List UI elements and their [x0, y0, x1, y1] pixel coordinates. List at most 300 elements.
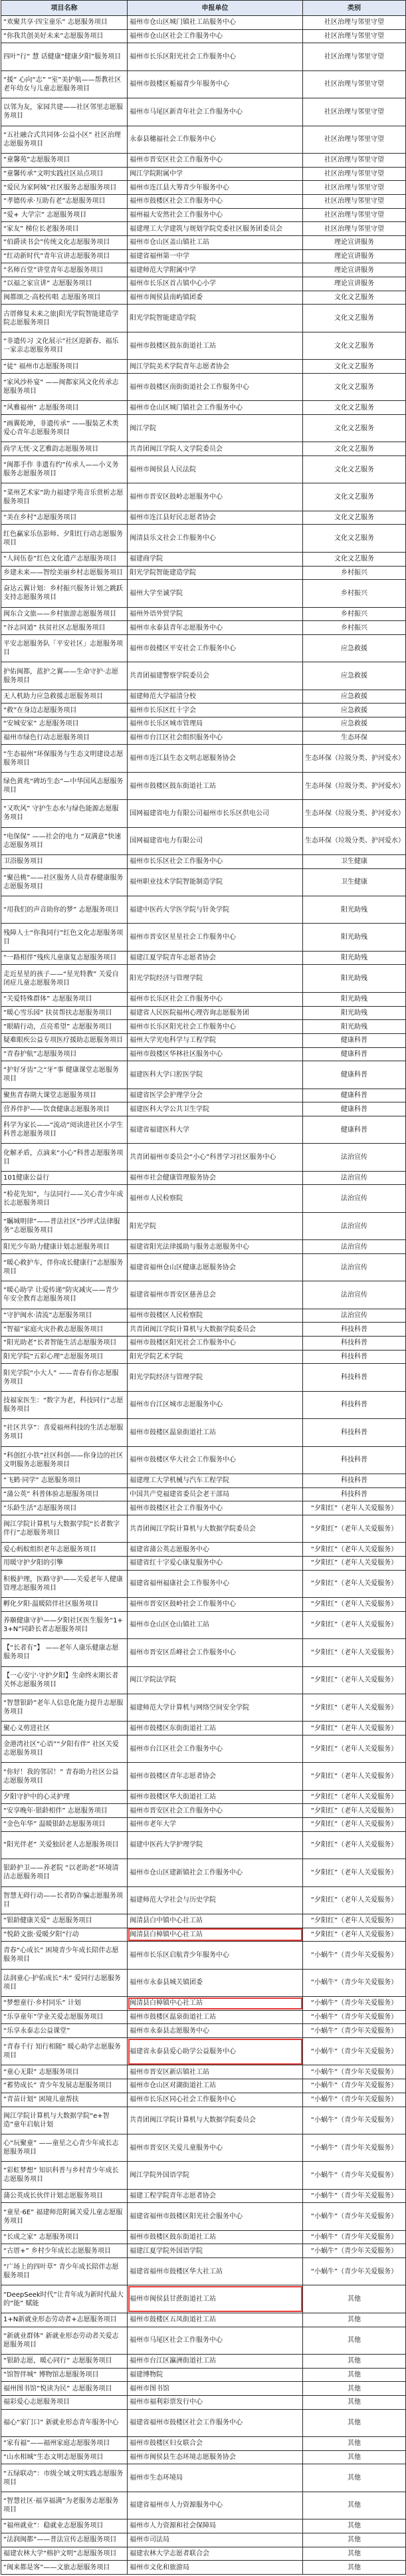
table-row [1, 1914, 406, 1928]
applicant-unit-cell: 福州市长乐区社会工作服务中心 [128, 992, 303, 1006]
category-cell: 社区治理与邻里守望 [303, 29, 406, 43]
table-row [1, 2519, 406, 2533]
applicant-unit-cell: 共青团福建警察学院委员会 [128, 662, 303, 690]
table-row [1, 2409, 406, 2436]
project-name-cell: 乡建未来——智绘美丽乡村志愿服务项目 [1, 566, 128, 580]
table-row [1, 2093, 406, 2107]
table-row [1, 2189, 406, 2203]
project-name-cell: “童馨传承”文明实践社区站点项目 [1, 167, 128, 181]
table-row [1, 2107, 406, 2134]
project-name-cell: 疑难眼疾公益专项医疗援助志愿服务项目 [1, 1033, 128, 1047]
project-name-cell: 护佑闽都，蓝护之翼——生命守护·志愿服务项目 [1, 662, 128, 690]
project-name-cell: “蓄势成长” 青少年发展志愿服务项目 [1, 2079, 128, 2093]
table-row [1, 1611, 406, 1638]
project-name-cell: “安享晚年·银龄相伴” 志愿服务项目 [1, 1804, 128, 1818]
applicant-unit-cell: 福州市长乐区阳光社会工作服务中心 [128, 1020, 303, 1034]
table-row [1, 731, 406, 745]
table-row [1, 965, 406, 992]
project-name-cell: “闽都手作 非遗有约”传承人——小义务服务志愿服务项目 [1, 456, 128, 483]
applicant-unit-cell: 福州市鼓楼区华林社区服务中心 [128, 1047, 303, 1061]
applicant-unit-cell: 闽江学院外国语学院 [128, 2162, 303, 2189]
category-cell: 法治宣传 [303, 1309, 406, 1323]
applicant-unit-cell: 福州市鼓楼区鼓东街道社工站 [128, 772, 303, 799]
applicant-unit-cell: 福建理工大学建筑与规划学院党委社区服务团委员会 [128, 222, 303, 236]
category-cell: 其他 [303, 2547, 406, 2561]
table-row [1, 305, 406, 332]
project-name-cell: 古厝修复未来之旅|阳光学院智能建造学院志愿服务项目 [1, 305, 128, 332]
project-name-cell: “人间伍卷”红色文化遗产志愿服务项目 [1, 552, 128, 566]
project-name-cell: “检花先知”，与法同行——关心青少年成长志愿服务项目 [1, 1185, 128, 1212]
category-cell: 科技科普 [303, 1419, 406, 1446]
category-cell: “小蜗牛”（青少年关爱服务） [303, 1997, 406, 2011]
table-row [1, 208, 406, 222]
applicant-unit-cell: 福州市台江区瀛洲街道社工站 [128, 2354, 303, 2368]
applicant-unit-cell: 福建省福建医科大学 [128, 1116, 303, 1144]
applicant-unit-cell: 福建省福州第一中学 [128, 249, 303, 263]
table-row [1, 1323, 406, 1337]
project-name-cell: 1+N新就业形态劳动者+志愿服务项目 [1, 2313, 128, 2327]
table-row [1, 360, 406, 374]
applicant-unit-cell: 福建中医药大学医学院与针灸学院 [128, 896, 303, 924]
category-cell: 社区治理与邻里守望 [303, 43, 406, 70]
table-row [1, 951, 406, 965]
table-row [1, 2492, 406, 2519]
table-row [1, 2327, 406, 2354]
project-name-cell: “悦龄文旅·爱暖夕阳”行动 [1, 1928, 128, 1942]
project-name-cell: 奋达云翼计划：乡村振兴服务计划之跳跃支持志愿服务项目 [1, 580, 128, 607]
category-cell: “小蜗牛”（青少年关爱服务） [303, 2258, 406, 2285]
applicant-unit-cell: 福州市司法局 [128, 2533, 303, 2547]
category-cell: 理论宣讲服务 [303, 263, 406, 277]
project-name-cell: “智福”家庭火灾扑救志愿服务项目 [1, 1323, 128, 1337]
project-table [1, 0, 406, 2575]
applicant-unit-cell: 闽江学院美术学院青年志愿者协会 [128, 360, 303, 374]
category-cell: “夕阳红”（老年人关爱服务） [303, 1722, 406, 1736]
applicant-unit-cell: 福州市鼓楼区温泉街道社工站 [128, 1419, 303, 1446]
category-cell: “小蜗牛”（青少年关爱服务） [303, 2065, 406, 2079]
table-row [1, 511, 406, 525]
project-name-cell: 孵化夕阳·温暖陪伴社区服务项目 [1, 1598, 128, 1612]
applicant-unit-cell: 阳光学院经济与管理学院 [128, 965, 303, 992]
project-name-cell: “欢聚共享·四宝童乐” 志愿服务项目 [1, 16, 128, 30]
category-cell: “小蜗牛”（青少年关爱服务） [303, 2093, 406, 2107]
applicant-unit-cell: 共青团闽江学院计算机与大数据学院委员会 [128, 1515, 303, 1542]
category-cell: 乡村振兴 [303, 566, 406, 580]
project-name-cell: “五社融合式共同体·公益小区” 社区治理志愿服务项目 [1, 126, 128, 153]
table-row [1, 291, 406, 305]
applicant-unit-cell: 共青团闽江学院计算机与大数据学院委员会 [128, 1323, 303, 1337]
project-name-cell: 101健康公益行 [1, 1171, 128, 1185]
table-row [1, 2024, 406, 2038]
table-row [1, 552, 406, 566]
table-row [1, 332, 406, 359]
project-name-cell: “阳光助老”长者智能生活志愿服务项目 [1, 1337, 128, 1351]
table-row [1, 2313, 406, 2327]
category-cell: 健康科普 [303, 1116, 406, 1144]
applicant-unit-cell: 福建省蒲公英志愿服务中心 [128, 1543, 303, 1557]
project-name-cell: “风雅福州” 志愿服务项目 [1, 401, 128, 415]
project-name-cell: 闽江学院计算机与大数据学院“长者数字伴行”志愿服务项目 [1, 1515, 128, 1542]
table-row [1, 1666, 406, 1694]
project-name-cell: “一路相伴”残疾儿童康复志愿服务项目 [1, 951, 128, 965]
category-cell: 其他 [303, 2437, 406, 2451]
category-cell: 生态环保（垃圾分类、护河爱水） [303, 800, 406, 827]
category-cell: “小蜗牛”（青少年关爱服务） [303, 2107, 406, 2134]
category-cell: 健康科普 [303, 1033, 406, 1047]
table-row [1, 167, 406, 181]
category-cell: 社区治理与邻里守望 [303, 16, 406, 30]
project-name-cell: “五绿联动”：市级全域文明实践志愿服务项目 [1, 2464, 128, 2492]
project-name-cell: “社区共享”：喜爱福州科技的生活志愿服务项目 [1, 1419, 128, 1446]
project-name-cell: 平安志愿服务队「平安社区」志愿服务项目 [1, 634, 128, 662]
applicant-unit-cell: 福州市鼓楼区温泉街道社工站 [128, 2010, 303, 2024]
category-cell: 阳光助残 [303, 992, 406, 1006]
category-cell: 文化文艺服务 [303, 360, 406, 374]
table-row [1, 442, 406, 456]
applicant-unit-cell: 福建师范大学福清分校 [128, 690, 303, 704]
table-row [1, 2547, 406, 2561]
category-cell: “夕阳红”（老年人关爱服务） [303, 1515, 406, 1542]
table-row [1, 2065, 406, 2079]
applicant-unit-cell: 阳光学院智能建造学院 [128, 566, 303, 580]
applicant-unit-cell: 福州市晋安区鼓岭志愿服务中心 [128, 483, 303, 511]
category-cell: 阳光助残 [303, 896, 406, 924]
project-name-cell: “梦想童行·乡村同乐” 计划 [1, 1997, 128, 2011]
category-cell: 文化文艺服务 [303, 483, 406, 511]
table-row [1, 1763, 406, 1790]
table-row [1, 43, 406, 70]
category-cell: 应急救援 [303, 717, 406, 731]
table-row [1, 1790, 406, 1804]
project-name-cell: “家友” 梯位长老服务项目 [1, 222, 128, 236]
category-cell: 文化文艺服务 [303, 373, 406, 400]
project-name-cell: “青春护航”志愿服务项目 [1, 1047, 128, 1061]
project-name-cell: 闽东合文旅——乡村旅游志愿服务项目 [1, 607, 128, 621]
category-cell: 其他 [303, 2354, 406, 2368]
applicant-unit-cell: 闽江学院附属中学 [128, 167, 303, 181]
category-cell: 阳光助残 [303, 965, 406, 992]
category-cell: 文化文艺服务 [303, 511, 406, 525]
category-cell: 理论宣讲服务 [303, 236, 406, 250]
category-cell: “夕阳红”（老年人关爱服务） [303, 1831, 406, 1859]
category-cell: 其他 [303, 2368, 406, 2382]
category-cell: 其他 [303, 2382, 406, 2396]
applicant-unit-cell: 福建农林大学志愿者联合会 [128, 2547, 303, 2561]
table-row [1, 2134, 406, 2161]
project-name-cell: 无人机助力应急救援志愿服务项目 [1, 690, 128, 704]
category-cell: “夕阳红”（老年人关爱服务） [303, 1735, 406, 1762]
category-cell: “夕阳红”（老年人关爱服务） [303, 1790, 406, 1804]
applicant-unit-cell: 福州市晋安区鼓岭社会工作服务中心 [128, 1598, 303, 1612]
applicant-unit-cell: 福州市连江县大筹青少年服务中心 [128, 181, 303, 195]
applicant-unit-cell: 福州市永泰县志愿服务中心 [128, 2024, 303, 2038]
applicant-unit-cell: 福州市鼓楼区青年志愿者协会 [128, 1763, 303, 1790]
applicant-unit-cell: 闽清县白樟镇中心社工站 [128, 1997, 303, 2011]
table-row [1, 1997, 406, 2011]
project-name-cell: “银龄健康关爱” 志愿服务项目 [1, 1914, 128, 1928]
project-name-cell: “科创红小铁”社区科创——你身边的社区文明服务志愿服务项目 [1, 1446, 128, 1474]
project-name-cell: 绿色黄兆“碑坊生态”—中华国风志愿服务项目 [1, 772, 128, 799]
applicant-unit-cell: 福州市长乐区启航青少年服务中心 [128, 1942, 303, 1969]
applicant-unit-cell: 福州市人力资源和社会保障局 [128, 2519, 303, 2533]
category-cell: 文化文艺服务 [303, 552, 406, 566]
category-cell: “夕阳红”（老年人关爱服务） [303, 1763, 406, 1790]
project-name-cell: “家风沙朴宴” ——闽都家风文化传承志愿服务项目 [1, 373, 128, 400]
category-cell: “夕阳红”（老年人关爱服务） [303, 1928, 406, 1942]
table-row [1, 483, 406, 511]
project-name-cell: “红动新时代”青年宣讲志愿服务项目 [1, 249, 128, 263]
table-row [1, 1543, 406, 1557]
category-cell: 文化文艺服务 [303, 456, 406, 483]
applicant-unit-cell: 福州市长乐区首占镇中心小学 [128, 277, 303, 291]
applicant-unit-cell: 福州市闽侯县人民法院 [128, 456, 303, 483]
project-name-cell: “援” 心向“志” “室”美护航——帮教社区老年幼女与儿童志愿服务项目 [1, 70, 128, 98]
table-row [1, 1487, 406, 1501]
applicant-unit-cell: 福州市鼓楼区华大社会工作服务中心 [128, 1446, 303, 1474]
table-row [1, 1185, 406, 1212]
applicant-unit-cell: 福州市台江区城市志愿服务中心 [128, 1391, 303, 1418]
applicant-unit-cell: 阳光学院经济与管理学院 [128, 1364, 303, 1391]
category-cell: “小蜗牛”（青少年关爱服务） [303, 2079, 406, 2093]
applicant-unit-cell: 福州市鼓楼区阳光社会工作服务中心 [128, 1337, 303, 1351]
category-cell: 乡村振兴 [303, 607, 406, 621]
category-cell: 文化文艺服务 [303, 442, 406, 456]
header-applicant-unit: 申报单位 [128, 1, 303, 16]
category-cell: 法治宣传 [303, 1240, 406, 1254]
category-cell: 乡村振兴 [303, 621, 406, 635]
category-cell: 应急救援 [303, 704, 406, 717]
project-name-cell: “安城安家” 志愿服务项目 [1, 717, 128, 731]
table-row [1, 1557, 406, 1571]
project-name-cell: “青苗计划” 困境儿童帮扶 [1, 2093, 128, 2107]
category-cell: 其他 [303, 2395, 406, 2409]
table-row [1, 800, 406, 827]
project-name-cell: “闽来都是客”——文旅志愿服务项目 [1, 2561, 128, 2575]
category-cell: 法治宣传 [303, 1253, 406, 1281]
category-cell: “小蜗牛”（青少年关爱服务） [303, 2024, 406, 2038]
project-name-cell: “菜州艺术家”助力福建学苑音乐赏析志愿服务项目 [1, 483, 128, 511]
applicant-unit-cell: 福建医科大学口腔医学院 [128, 1061, 303, 1089]
table-row [1, 2450, 406, 2464]
applicant-unit-cell: 福州市鼓楼区社会工作服务中心 [128, 1501, 303, 1515]
project-name-cell: 蒲公英成长伙伴计划志愿服务项目 [1, 2189, 128, 2203]
category-cell: “小蜗牛”（青少年关爱服务） [303, 2134, 406, 2161]
category-cell: 应急救援 [303, 690, 406, 704]
category-cell: “小蜗牛”（青少年关爱服务） [303, 2230, 406, 2244]
project-name-cell: “法润闽都”——普法宣传志愿服务项目 [1, 2533, 128, 2547]
table-row [1, 194, 406, 208]
project-name-cell: 化解矛盾，点滴来“小心”科普志愿服务项目 [1, 1144, 128, 1171]
category-cell: 其他 [303, 2285, 406, 2313]
project-name-cell: 闽都颂之·高校传唱 志愿服务项目 [1, 291, 128, 305]
project-name-cell: “你我共创美好未来”志愿服务项目 [1, 29, 128, 43]
table-row [1, 1501, 406, 1515]
table-row [1, 992, 406, 1006]
project-name-cell: 卫浴服务项目 [1, 854, 128, 868]
project-name-cell: 法润童心·护佑成长“未” 爱同行志愿服务项目 [1, 1969, 128, 1996]
applicant-unit-cell: 阳光学院智能建造学院 [128, 305, 303, 332]
project-name-cell: 尚学无忧·文艺雅韵志愿服务项目 [1, 442, 128, 456]
table-row [1, 236, 406, 250]
project-name-cell: 金港湾社区“心语”“夕阳有伴” 社区关爱志愿服务项目 [1, 1735, 128, 1762]
category-cell: “夕阳红”（老年人关爱服务） [303, 1666, 406, 1694]
table-row [1, 1020, 406, 1034]
applicant-unit-cell: 福州市鼓楼区东街街道社工站 [128, 1722, 303, 1736]
table-row [1, 1309, 406, 1323]
applicant-unit-cell: 福建医科大学公共卫生学院 [128, 1102, 303, 1116]
table-row [1, 1047, 406, 1061]
applicant-unit-cell: 福建省福州市人力资源服务中心 [128, 2492, 303, 2519]
table-row [1, 1337, 406, 1351]
table-body [1, 16, 406, 2575]
table-row [1, 401, 406, 415]
category-cell: 生态环保（垃圾分类、护河爱水） [303, 772, 406, 799]
table-row [1, 2533, 406, 2547]
applicant-unit-cell: 共青团闽江学院计算机与大数据学院委员会 [128, 2107, 303, 2134]
table-row [1, 1116, 406, 1144]
project-name-cell: “非遗传习 文化展示”社区迎新春、福乐一家亲志愿服务项目 [1, 332, 128, 359]
table-row [1, 2354, 406, 2368]
project-name-cell: “名师百堂”讲堂青年志愿服务项目 [1, 263, 128, 277]
category-cell: 社区治理与邻里守望 [303, 194, 406, 208]
table-row [1, 456, 406, 483]
project-name-cell: 以邻为友，家园共建——社区邻里志愿服务项目 [1, 98, 128, 126]
category-cell: “夕阳红”（老年人关爱服务） [303, 1859, 406, 1886]
table-row [1, 1102, 406, 1116]
project-name-cell: “暖心助学 让爱传递”防灾减灾——青少年安全教育志愿服务项目 [1, 1281, 128, 1309]
project-name-cell: 阳光少年助力健康计划志愿服务项目 [1, 1240, 128, 1254]
project-name-cell: “你好！我的邻居！” 青春助力社区公益志愿服务项目 [1, 1763, 128, 1790]
category-cell: 文化文艺服务 [303, 291, 406, 305]
category-cell: 社区治理与邻里守望 [303, 222, 406, 236]
table-row [1, 1639, 406, 1666]
table-row [1, 1089, 406, 1102]
project-name-cell: 心“玩聚童” ——童星之心青少年成长志愿服务项目 [1, 2134, 128, 2161]
applicant-unit-cell: 福州市台江区社会组织服务中心 [128, 731, 303, 745]
category-cell: 健康科普 [303, 1102, 406, 1116]
table-row [1, 263, 406, 277]
table-row [1, 2038, 406, 2065]
applicant-unit-cell: 阳光学院艺术学院 [128, 1350, 303, 1364]
applicant-unit-cell: 福州市生态环境局 [128, 2464, 303, 2492]
project-name-cell: “乐龄生活”志愿服务项目 [1, 1501, 128, 1515]
category-cell: 社区治理与邻里守望 [303, 70, 406, 98]
project-name-cell: 阳光学院“小大人” ——青春有你志愿服务项目 [1, 1364, 128, 1391]
project-name-cell: “家有福”——福州家庭志愿服务项目 [1, 2437, 128, 2451]
project-name-cell: 福彩爱心志愿服务项目 [1, 2395, 128, 2409]
table-row [1, 2395, 406, 2409]
table-row [1, 70, 406, 98]
category-cell: 生态环保 [303, 731, 406, 745]
category-cell: 健康科普 [303, 1089, 406, 1102]
category-cell: 科技科普 [303, 1337, 406, 1351]
category-cell: 社区治理与邻里守望 [303, 98, 406, 126]
category-cell: 其他 [303, 2327, 406, 2354]
applicant-unit-cell: 福州市仓山区城门镇社工站服务中心 [128, 16, 303, 30]
table-row [1, 1735, 406, 1762]
category-cell: “夕阳红”（老年人关爱服务） [303, 1611, 406, 1638]
table-row [1, 2010, 406, 2024]
project-name-cell: “智慧社区·福享福满”为老服务志愿服务项目 [1, 2492, 128, 2519]
table-row [1, 717, 406, 731]
project-name-cell: “蒲公英” 科普体验志愿服务项目 [1, 1487, 128, 1501]
category-cell: 法治宣传 [303, 1171, 406, 1185]
table-row [1, 1281, 406, 1309]
applicant-unit-cell: 福建省人民医院福州心理咨询志愿服务团 [128, 1006, 303, 1020]
applicant-unit-cell: 福州市人民检察院 [128, 1185, 303, 1212]
category-cell: 社区治理与邻里守望 [303, 167, 406, 181]
table-row [1, 2382, 406, 2396]
table-row [1, 924, 406, 951]
table-row [1, 1033, 406, 1047]
applicant-unit-cell: 福州市长乐区同心社会工作服务中心 [128, 2093, 303, 2107]
applicant-unit-cell: 福州大学光电科学与工程学院 [128, 1033, 303, 1047]
project-name-cell: 福州图书馆“悦读为民” 志愿服务项目 [1, 2382, 128, 2396]
applicant-unit-cell: 福州市马尾区新青年社会工作服务中心 [128, 98, 303, 126]
category-cell: 科技科普 [303, 1323, 406, 1337]
project-name-cell: “青春千行 知行相随” 暖心助学志愿服务项目 [1, 2038, 128, 2065]
category-cell: “小蜗牛”（青少年关爱服务） [303, 2244, 406, 2258]
applicant-unit-cell: 福州市长乐区城市管理局 [128, 717, 303, 731]
project-name-cell: 爱心蚂蚁组织老年志愿服务项目 [1, 1543, 128, 1557]
applicant-unit-cell: 福州市鼓楼区南街街道社会工作服务中心 [128, 373, 303, 400]
table-row [1, 1171, 406, 1185]
table-row [1, 580, 406, 607]
applicant-unit-cell: 福州市长乐区社会工作服务中心 [128, 854, 303, 868]
applicant-unit-cell: 福州市福利彩票发行中心 [128, 2395, 303, 2409]
applicant-unit-cell: 国网福建省电力有限公司福州市长乐区供电公司 [128, 800, 303, 827]
applicant-unit-cell: 福州市仓山区对湖街道社工站 [128, 2079, 303, 2093]
applicant-unit-cell: 闽清县白樟镇中心社工站 [128, 1928, 303, 1942]
category-cell: 卫生健康 [303, 868, 406, 896]
category-cell: 科技科普 [303, 1364, 406, 1391]
category-cell: 阳光助残 [303, 924, 406, 951]
category-cell: 文化文艺服务 [303, 332, 406, 359]
applicant-unit-cell: 福建商学院 [128, 552, 303, 566]
applicant-unit-cell: 福建师范大学附属中学 [128, 263, 303, 277]
category-cell: 科技科普 [303, 1446, 406, 1474]
project-name-cell: 智慧无碍行动——长者防诈骗志愿服务项目 [1, 1886, 128, 1914]
category-cell: 科技科普 [303, 1487, 406, 1501]
table-row [1, 1969, 406, 1996]
project-name-cell: 积极护理，医路守护——关爱老年人健康管理志愿服务项目 [1, 1570, 128, 1597]
project-name-cell: “爱+ 大学宗” 志愿服务项目 [1, 208, 128, 222]
category-cell: 生态环保（垃圾分类、护河爱水） [303, 827, 406, 854]
table-row [1, 2464, 406, 2492]
applicant-unit-cell: 福州市鼓楼区栀福青少年服务中心 [128, 70, 303, 98]
category-cell: 理论宣讲服务 [303, 249, 406, 263]
project-name-cell: 福建农林大学“榕护文明”志愿服务项目 [1, 2547, 128, 2561]
applicant-unit-cell: 福州市晋安区社会工作服务中心 [128, 153, 303, 167]
applicant-unit-cell: 福建省福州仓山区健康志愿服务协会 [128, 1253, 303, 1281]
category-cell: 阳光助残 [303, 951, 406, 965]
table-row [1, 1598, 406, 1612]
applicant-unit-cell: 福建省医学会护理学分会 [128, 1089, 303, 1102]
table-row [1, 1928, 406, 1942]
applicant-unit-cell: 福建省红十字爱心康复服务中心 [128, 1557, 303, 1571]
category-cell: 社区治理与邻里守望 [303, 126, 406, 153]
table-row [1, 1886, 406, 1914]
project-name-cell: “福州就业”：稳就业志愿服务项目 [1, 2519, 128, 2533]
applicant-unit-cell: 闽清县白中镇中心社工站 [128, 1914, 303, 1928]
project-name-cell: 青春“心成长” 困境青少年成长陪伴志愿服务项目 [1, 1942, 128, 1969]
applicant-unit-cell: 福州市图书馆 [128, 2382, 303, 2396]
table-row [1, 2285, 406, 2313]
table-row [1, 1391, 406, 1418]
table-row [1, 1694, 406, 1721]
project-name-cell: “新就业群体” 新就业形态劳动者关爱志愿服务项目 [1, 2327, 128, 2354]
applicant-unit-cell: 阳光学院 [128, 1212, 303, 1239]
